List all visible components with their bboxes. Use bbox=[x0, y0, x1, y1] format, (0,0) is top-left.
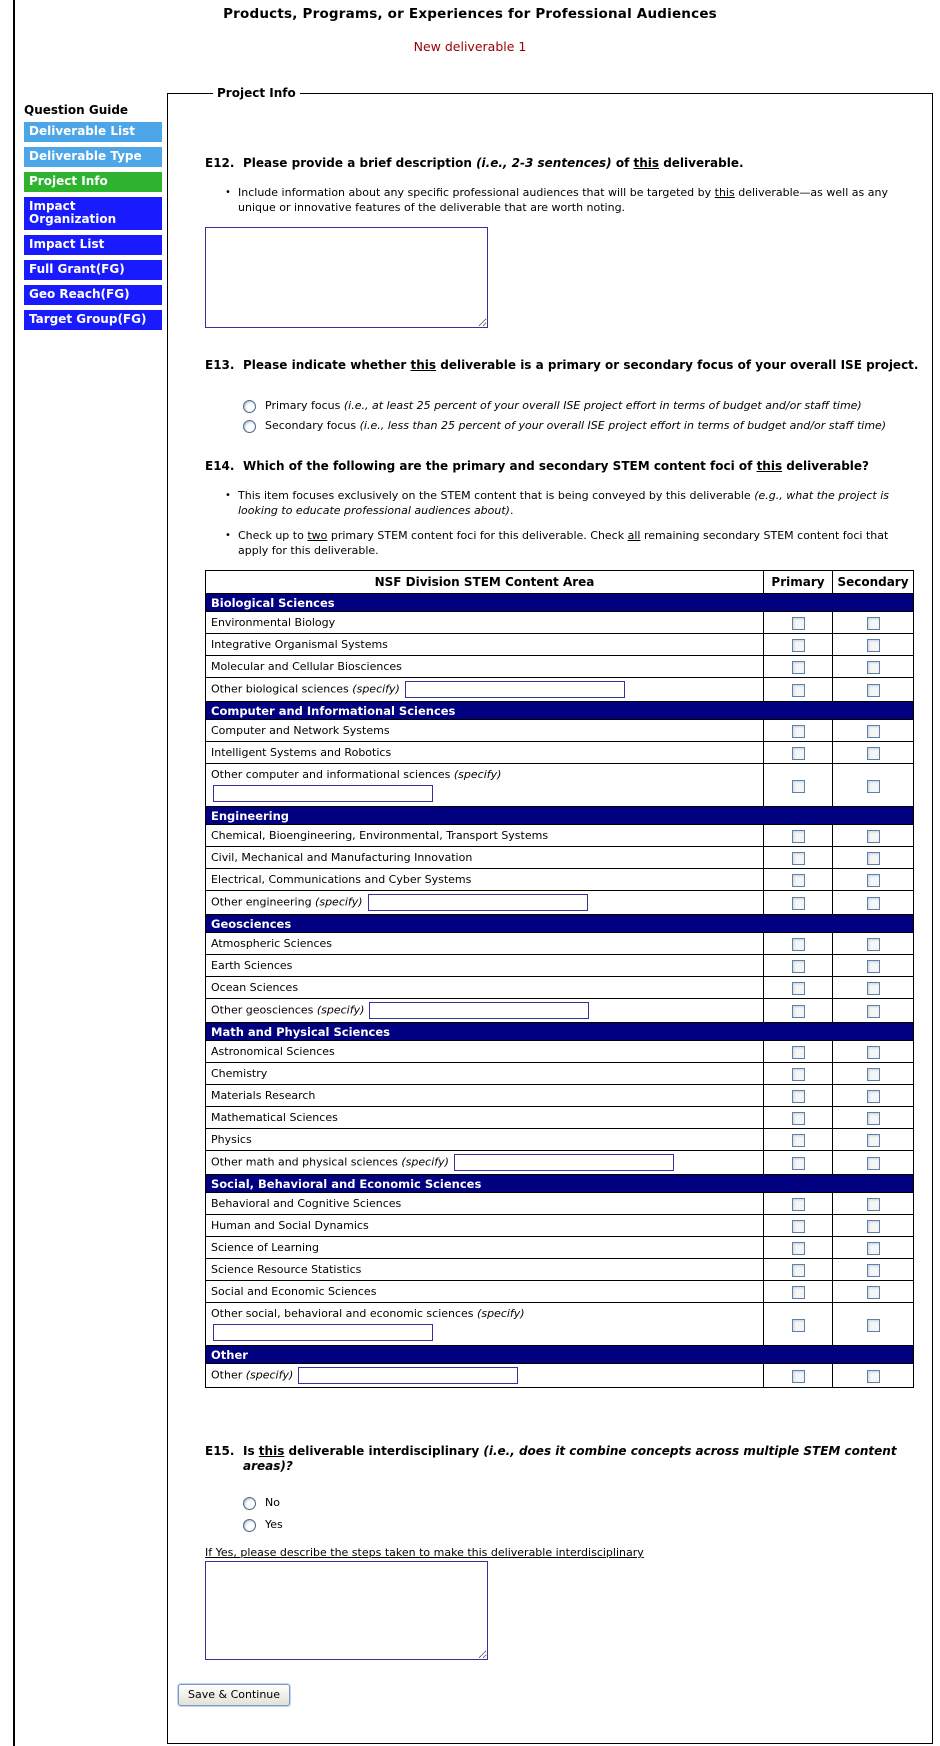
deliverable-subtitle: New deliverable 1 bbox=[413, 39, 527, 54]
row-label-cell bbox=[206, 847, 764, 869]
specify-label: (specify) bbox=[397, 1155, 449, 1169]
checkbox-primary-behavioral-and-cognitive-sciences[interactable] bbox=[792, 1198, 805, 1211]
specify-label: (specify) bbox=[242, 1368, 294, 1382]
row-label: Other math and physical sciences bbox=[211, 1155, 398, 1169]
row-label: Electrical, Communications and Cyber Systems bbox=[211, 873, 472, 886]
checkbox-secondary-mathematical-sciences[interactable] bbox=[867, 1112, 880, 1125]
table-row bbox=[206, 742, 914, 764]
row-label: Other geosciences bbox=[211, 1003, 314, 1017]
row-label-cell bbox=[206, 742, 764, 764]
row-label-cell bbox=[206, 1303, 764, 1346]
sidebar-item-deliverable-list[interactable]: Deliverable List bbox=[24, 122, 162, 142]
row-label: Computer and Network Systems bbox=[211, 724, 390, 737]
table-row bbox=[206, 1259, 914, 1281]
row-label-cell bbox=[206, 634, 764, 656]
e15-interdisciplinary-textarea[interactable] bbox=[205, 1561, 488, 1660]
primary-cell bbox=[764, 720, 833, 742]
primary-cell bbox=[764, 999, 833, 1023]
checkbox-secondary-materials-research[interactable] bbox=[867, 1090, 880, 1103]
column-header-secondary: Secondary bbox=[833, 571, 914, 594]
sidebar-item-geo-reach[interactable]: Geo Reach(FG) bbox=[24, 285, 162, 305]
row-label: Social and Economic Sciences bbox=[211, 1285, 377, 1298]
table-row bbox=[206, 1107, 914, 1129]
question-e13 bbox=[205, 358, 920, 373]
row-label: Astronomical Sciences bbox=[211, 1045, 335, 1058]
checkbox-secondary-other-engineering[interactable] bbox=[867, 897, 880, 910]
primary-cell bbox=[764, 977, 833, 999]
specify-label: (specify) bbox=[473, 1307, 525, 1320]
checkbox-primary-chemistry[interactable] bbox=[792, 1068, 805, 1081]
secondary-cell bbox=[833, 825, 914, 847]
table-row bbox=[206, 612, 914, 634]
secondary-cell bbox=[833, 656, 914, 678]
row-label: Other computer and informational sciences bbox=[211, 768, 451, 781]
e15-no-label: No bbox=[265, 1496, 280, 1509]
e14-bullet-2 bbox=[225, 528, 917, 558]
checkbox-secondary-science-of-learning[interactable] bbox=[867, 1242, 880, 1255]
input-other-geosciences[interactable] bbox=[369, 1002, 589, 1019]
secondary-cell bbox=[833, 634, 914, 656]
row-label-cell bbox=[206, 1063, 764, 1085]
secondary-cell bbox=[833, 1193, 914, 1215]
checkbox-primary-other[interactable] bbox=[792, 1370, 805, 1383]
bullet-icon: • bbox=[225, 530, 231, 541]
checkbox-secondary-social-and-economic-sciences[interactable] bbox=[867, 1286, 880, 1299]
secondary-cell bbox=[833, 933, 914, 955]
table-row bbox=[206, 1041, 914, 1063]
secondary-cell bbox=[833, 1085, 914, 1107]
table-row bbox=[206, 933, 914, 955]
row-label-cell bbox=[206, 1281, 764, 1303]
row-label: Chemistry bbox=[211, 1067, 268, 1080]
table-row bbox=[206, 1193, 914, 1215]
checkbox-primary-computer-and-network-systems[interactable] bbox=[792, 725, 805, 738]
table-row bbox=[206, 634, 914, 656]
table-row bbox=[206, 869, 914, 891]
checkbox-secondary-electrical-communications-and-cyber-systems[interactable] bbox=[867, 874, 880, 887]
question-e15-text: Is this deliverable interdisciplinary (i.e., does it combine concepts across multiple STEM content areas)? bbox=[243, 1444, 897, 1473]
primary-cell bbox=[764, 1151, 833, 1175]
input-other-biological-sciences[interactable] bbox=[405, 681, 625, 698]
checkbox-secondary-chemistry[interactable] bbox=[867, 1068, 880, 1081]
section-header-social-behavioral-and-economic-sciences: Social, Behavioral and Economic Sciences bbox=[206, 1175, 914, 1193]
table-row bbox=[206, 1085, 914, 1107]
secondary-cell bbox=[833, 1237, 914, 1259]
column-header-nsf-division-stem-content-area: NSF Division STEM Content Area bbox=[206, 571, 764, 594]
primary-cell bbox=[764, 1085, 833, 1107]
e13-secondary-focus-radio[interactable] bbox=[243, 420, 256, 433]
row-label: Other engineering bbox=[211, 895, 312, 909]
secondary-cell bbox=[833, 869, 914, 891]
primary-cell bbox=[764, 891, 833, 915]
row-label-cell bbox=[206, 612, 764, 634]
row-label-cell bbox=[206, 656, 764, 678]
secondary-cell bbox=[833, 847, 914, 869]
secondary-cell bbox=[833, 977, 914, 999]
checkbox-primary-civil-mechanical-and-manufacturing-innovation[interactable] bbox=[792, 852, 805, 865]
checkbox-primary-astronomical-sciences[interactable] bbox=[792, 1046, 805, 1059]
sidebar-item-project-info[interactable]: Project Info bbox=[24, 172, 162, 192]
row-label: Other bbox=[211, 1368, 243, 1382]
page-title: Products, Programs, or Experiences for Professional Audiences bbox=[223, 6, 717, 22]
secondary-cell bbox=[833, 999, 914, 1023]
sidebar-item-impact-organization[interactable]: Impact Organization bbox=[24, 197, 162, 230]
secondary-cell bbox=[833, 678, 914, 702]
checkbox-primary-materials-research[interactable] bbox=[792, 1090, 805, 1103]
row-label: Environmental Biology bbox=[211, 616, 336, 629]
checkbox-secondary-civil-mechanical-and-manufacturing-innovation[interactable] bbox=[867, 852, 880, 865]
row-label: Molecular and Cellular Biosciences bbox=[211, 660, 402, 673]
row-label-cell bbox=[206, 1193, 764, 1215]
checkbox-secondary-earth-sciences[interactable] bbox=[867, 960, 880, 973]
checkbox-secondary-science-resource-statistics[interactable] bbox=[867, 1264, 880, 1277]
sidebar-item-target-group[interactable]: Target Group(FG) bbox=[24, 310, 162, 330]
input-other-math-and-physical-sciences[interactable] bbox=[454, 1154, 674, 1171]
section-header-math-and-physical-sciences: Math and Physical Sciences bbox=[206, 1023, 914, 1041]
specify-label: (specify) bbox=[348, 682, 400, 696]
row-label-cell bbox=[206, 1151, 764, 1175]
checkbox-primary-social-and-economic-sciences[interactable] bbox=[792, 1286, 805, 1299]
row-label-cell bbox=[206, 1259, 764, 1281]
row-label-cell bbox=[206, 869, 764, 891]
row-label: Intelligent Systems and Robotics bbox=[211, 746, 392, 759]
row-label-cell bbox=[206, 1215, 764, 1237]
sidebar-item-deliverable-type[interactable]: Deliverable Type bbox=[24, 147, 162, 167]
e12-bullet-text: Include information about any specific professional audiences that will be targeted by this deliverable—as well as any unique or innovative features of the deliverable that are worth noting. bbox=[238, 186, 888, 214]
bullet-icon: • bbox=[225, 187, 231, 198]
row-label-cell bbox=[206, 720, 764, 742]
input-other-engineering[interactable] bbox=[368, 894, 588, 911]
row-label-cell bbox=[206, 999, 764, 1023]
table-row bbox=[206, 1063, 914, 1085]
table-row bbox=[206, 977, 914, 999]
checkbox-secondary-human-and-social-dynamics[interactable] bbox=[867, 1220, 880, 1233]
section-header-biological-sciences: Biological Sciences bbox=[206, 594, 914, 612]
checkbox-primary-other-engineering[interactable] bbox=[792, 897, 805, 910]
checkbox-secondary-other-social-behavioral-and-economic-sciences[interactable] bbox=[867, 1319, 880, 1332]
table-row bbox=[206, 955, 914, 977]
column-header-primary: Primary bbox=[764, 571, 833, 594]
checkbox-secondary-other-geosciences[interactable] bbox=[867, 1005, 880, 1018]
table-row bbox=[206, 720, 914, 742]
checkbox-secondary-intelligent-systems-and-robotics[interactable] bbox=[867, 747, 880, 760]
stem-table bbox=[205, 570, 914, 1388]
table-row bbox=[206, 764, 914, 807]
primary-cell bbox=[764, 1129, 833, 1151]
table-row bbox=[206, 656, 914, 678]
primary-cell bbox=[764, 1063, 833, 1085]
primary-cell bbox=[764, 825, 833, 847]
table-row bbox=[206, 678, 914, 702]
question-e13-number: E13. bbox=[205, 358, 235, 372]
checkbox-primary-molecular-and-cellular-biosciences[interactable] bbox=[792, 661, 805, 674]
table-row bbox=[206, 825, 914, 847]
row-label-cell bbox=[206, 977, 764, 999]
checkbox-primary-science-of-learning[interactable] bbox=[792, 1242, 805, 1255]
e14-bullet-1-text: This item focuses exclusively on the STEM content that is being conveyed by this deliverable (e.g., what the project is looking to educate professional audiences about). bbox=[238, 489, 889, 517]
e14-bullet-1 bbox=[225, 488, 917, 518]
secondary-cell bbox=[833, 891, 914, 915]
section-header-engineering: Engineering bbox=[206, 807, 914, 825]
specify-label: (specify) bbox=[311, 895, 363, 909]
table-row bbox=[206, 1281, 914, 1303]
primary-cell bbox=[764, 764, 833, 807]
question-e15 bbox=[205, 1444, 920, 1474]
secondary-cell bbox=[833, 1281, 914, 1303]
secondary-cell bbox=[833, 1259, 914, 1281]
table-row bbox=[206, 1215, 914, 1237]
save-continue-button[interactable]: Save & Continue bbox=[178, 1684, 290, 1706]
secondary-cell bbox=[833, 1364, 914, 1388]
row-label: Materials Research bbox=[211, 1089, 316, 1102]
question-e15-number: E15. bbox=[205, 1444, 235, 1458]
primary-cell bbox=[764, 1364, 833, 1388]
e15-no-radio[interactable] bbox=[243, 1497, 256, 1510]
table-row bbox=[206, 847, 914, 869]
specify-label: (specify) bbox=[313, 1003, 365, 1017]
checkbox-secondary-integrative-organismal-systems[interactable] bbox=[867, 639, 880, 652]
primary-cell bbox=[764, 1215, 833, 1237]
checkbox-primary-environmental-biology[interactable] bbox=[792, 617, 805, 630]
primary-cell bbox=[764, 869, 833, 891]
section-header-geosciences: Geosciences bbox=[206, 915, 914, 933]
e15-yes-label: Yes bbox=[265, 1518, 283, 1531]
row-label: Behavioral and Cognitive Sciences bbox=[211, 1197, 402, 1210]
row-label: Civil, Mechanical and Manufacturing Innovation bbox=[211, 851, 473, 864]
primary-cell bbox=[764, 933, 833, 955]
primary-cell bbox=[764, 1041, 833, 1063]
question-e12 bbox=[205, 156, 920, 171]
primary-cell bbox=[764, 1303, 833, 1346]
primary-cell bbox=[764, 847, 833, 869]
input-other-computer-and-informational-sciences[interactable] bbox=[213, 785, 433, 802]
e13-primary-focus-radio[interactable] bbox=[243, 400, 256, 413]
row-label: Earth Sciences bbox=[211, 959, 293, 972]
input-other-social-behavioral-and-economic-sciences[interactable] bbox=[213, 1324, 433, 1341]
question-guide-heading: Question Guide bbox=[24, 103, 129, 117]
secondary-cell bbox=[833, 742, 914, 764]
checkbox-primary-other-social-behavioral-and-economic-sciences[interactable] bbox=[792, 1319, 805, 1332]
checkbox-secondary-computer-and-network-systems[interactable] bbox=[867, 725, 880, 738]
question-e14-number: E14. bbox=[205, 459, 235, 473]
checkbox-primary-other-biological-sciences[interactable] bbox=[792, 684, 805, 697]
e15-if-yes-label: If Yes, please describe the steps taken to make this deliverable interdisciplinary bbox=[205, 1546, 644, 1559]
checkbox-primary-physics[interactable] bbox=[792, 1134, 805, 1147]
checkbox-primary-chemical-bioengineering-environmental-transport-systems[interactable] bbox=[792, 830, 805, 843]
checkbox-secondary-astronomical-sciences[interactable] bbox=[867, 1046, 880, 1059]
row-label-cell bbox=[206, 1085, 764, 1107]
secondary-cell bbox=[833, 1215, 914, 1237]
row-label: Ocean Sciences bbox=[211, 981, 299, 994]
row-label: Chemical, Bioengineering, Environmental, Transport Systems bbox=[211, 829, 549, 842]
checkbox-primary-intelligent-systems-and-robotics[interactable] bbox=[792, 747, 805, 760]
primary-cell bbox=[764, 1193, 833, 1215]
question-e12-number: E12. bbox=[205, 156, 235, 170]
checkbox-primary-atmospheric-sciences[interactable] bbox=[792, 938, 805, 951]
primary-cell bbox=[764, 634, 833, 656]
table-row bbox=[206, 1129, 914, 1151]
row-label: Human and Social Dynamics bbox=[211, 1219, 369, 1232]
table-row bbox=[206, 999, 914, 1023]
e15-yes-radio[interactable] bbox=[243, 1519, 256, 1532]
row-label-cell bbox=[206, 1041, 764, 1063]
e14-bullet-2-text: Check up to two primary STEM content foci for this deliverable. Check all remaining secondary STEM content foci that apply for this deliverable. bbox=[238, 529, 889, 557]
question-e12-text: Please provide a brief description (i.e., 2-3 sentences) of this deliverable. bbox=[243, 156, 744, 170]
row-label: Science of Learning bbox=[211, 1241, 319, 1254]
checkbox-secondary-atmospheric-sciences[interactable] bbox=[867, 938, 880, 951]
row-label-cell bbox=[206, 825, 764, 847]
row-label-cell bbox=[206, 933, 764, 955]
window-left-border bbox=[13, 0, 15, 1746]
row-label-cell bbox=[206, 891, 764, 915]
checkbox-primary-electrical-communications-and-cyber-systems[interactable] bbox=[792, 874, 805, 887]
primary-cell bbox=[764, 955, 833, 977]
checkbox-secondary-behavioral-and-cognitive-sciences[interactable] bbox=[867, 1198, 880, 1211]
row-label: Other social, behavioral and economic sciences bbox=[211, 1307, 474, 1320]
secondary-cell bbox=[833, 1063, 914, 1085]
row-label: Other biological sciences bbox=[211, 682, 349, 696]
checkbox-primary-ocean-sciences[interactable] bbox=[792, 982, 805, 995]
primary-cell bbox=[764, 1281, 833, 1303]
row-label: Integrative Organismal Systems bbox=[211, 638, 388, 651]
project-info-fieldset bbox=[167, 86, 933, 1744]
secondary-cell bbox=[833, 720, 914, 742]
primary-cell bbox=[764, 1259, 833, 1281]
sidebar-item-full-grant[interactable]: Full Grant(FG) bbox=[24, 260, 162, 280]
checkbox-secondary-other-computer-and-informational-sciences[interactable] bbox=[867, 780, 880, 793]
table-row bbox=[206, 1364, 914, 1388]
specify-label: (specify) bbox=[450, 768, 502, 781]
checkbox-primary-other-math-and-physical-sciences[interactable] bbox=[792, 1157, 805, 1170]
row-label-cell bbox=[206, 955, 764, 977]
primary-cell bbox=[764, 742, 833, 764]
row-label-cell bbox=[206, 1364, 764, 1388]
stem-table-head bbox=[206, 571, 914, 594]
question-guide-sidebar bbox=[24, 103, 162, 335]
e13-option-primary-row bbox=[243, 399, 932, 413]
primary-cell bbox=[764, 1107, 833, 1129]
primary-cell bbox=[764, 612, 833, 634]
question-e13-text: Please indicate whether this deliverable is a primary or secondary focus of your overall ISE project. bbox=[243, 358, 919, 372]
input-other[interactable] bbox=[298, 1367, 518, 1384]
table-row bbox=[206, 1303, 914, 1346]
checkbox-secondary-other[interactable] bbox=[867, 1370, 880, 1383]
row-label-cell bbox=[206, 678, 764, 702]
checkbox-primary-other-computer-and-informational-sciences[interactable] bbox=[792, 780, 805, 793]
secondary-cell bbox=[833, 955, 914, 977]
page-header bbox=[14, 6, 926, 54]
checkbox-primary-science-resource-statistics[interactable] bbox=[792, 1264, 805, 1277]
secondary-cell bbox=[833, 1107, 914, 1129]
e13-option-secondary-row bbox=[243, 419, 932, 433]
row-label-cell bbox=[206, 1237, 764, 1259]
section-header-other: Other bbox=[206, 1346, 914, 1364]
question-e14 bbox=[205, 459, 920, 474]
row-label: Mathematical Sciences bbox=[211, 1111, 338, 1124]
primary-cell bbox=[764, 656, 833, 678]
checkbox-secondary-other-math-and-physical-sciences[interactable] bbox=[867, 1157, 880, 1170]
secondary-cell bbox=[833, 1303, 914, 1346]
checkbox-secondary-physics[interactable] bbox=[867, 1134, 880, 1147]
table-row bbox=[206, 1151, 914, 1175]
fieldset-legend: Project Info bbox=[217, 86, 296, 100]
row-label-cell bbox=[206, 764, 764, 807]
checkbox-secondary-other-biological-sciences[interactable] bbox=[867, 684, 880, 697]
e13-primary-focus-label: Primary focus (i.e., at least 25 percent of your overall ISE project effort in terms of budget and/or staff time) bbox=[265, 399, 862, 412]
e15-option-no-row bbox=[243, 1496, 932, 1510]
e15-option-yes-row bbox=[243, 1518, 932, 1532]
row-label: Atmospheric Sciences bbox=[211, 937, 333, 950]
checkbox-primary-human-and-social-dynamics[interactable] bbox=[792, 1220, 805, 1233]
e12-bullet bbox=[225, 185, 917, 215]
secondary-cell bbox=[833, 612, 914, 634]
question-e14-text: Which of the following are the primary and secondary STEM content foci of this deliverable? bbox=[243, 459, 870, 473]
section-header-computer-and-informational-sciences: Computer and Informational Sciences bbox=[206, 702, 914, 720]
secondary-cell bbox=[833, 764, 914, 807]
checkbox-primary-integrative-organismal-systems[interactable] bbox=[792, 639, 805, 652]
stem-table-body bbox=[206, 594, 914, 1388]
sidebar-item-impact-list[interactable]: Impact List bbox=[24, 235, 162, 255]
table-row bbox=[206, 1237, 914, 1259]
checkbox-secondary-chemical-bioengineering-environmental-transport-systems[interactable] bbox=[867, 830, 880, 843]
checkbox-secondary-environmental-biology[interactable] bbox=[867, 617, 880, 630]
secondary-cell bbox=[833, 1041, 914, 1063]
e13-secondary-focus-label: Secondary focus (i.e., less than 25 percent of your overall ISE project effort in terms of budget and/or staff time) bbox=[265, 419, 887, 432]
primary-cell bbox=[764, 678, 833, 702]
checkbox-secondary-molecular-and-cellular-biosciences[interactable] bbox=[867, 661, 880, 674]
bullet-icon: • bbox=[225, 490, 231, 501]
checkbox-primary-earth-sciences[interactable] bbox=[792, 960, 805, 973]
row-label-cell bbox=[206, 1129, 764, 1151]
row-label: Science Resource Statistics bbox=[211, 1263, 362, 1276]
secondary-cell bbox=[833, 1129, 914, 1151]
e12-description-textarea[interactable] bbox=[205, 227, 488, 328]
table-row bbox=[206, 891, 914, 915]
checkbox-primary-mathematical-sciences[interactable] bbox=[792, 1112, 805, 1125]
row-label: Physics bbox=[211, 1133, 252, 1146]
secondary-cell bbox=[833, 1151, 914, 1175]
row-label-cell bbox=[206, 1107, 764, 1129]
checkbox-primary-other-geosciences[interactable] bbox=[792, 1005, 805, 1018]
checkbox-secondary-ocean-sciences[interactable] bbox=[867, 982, 880, 995]
primary-cell bbox=[764, 1237, 833, 1259]
